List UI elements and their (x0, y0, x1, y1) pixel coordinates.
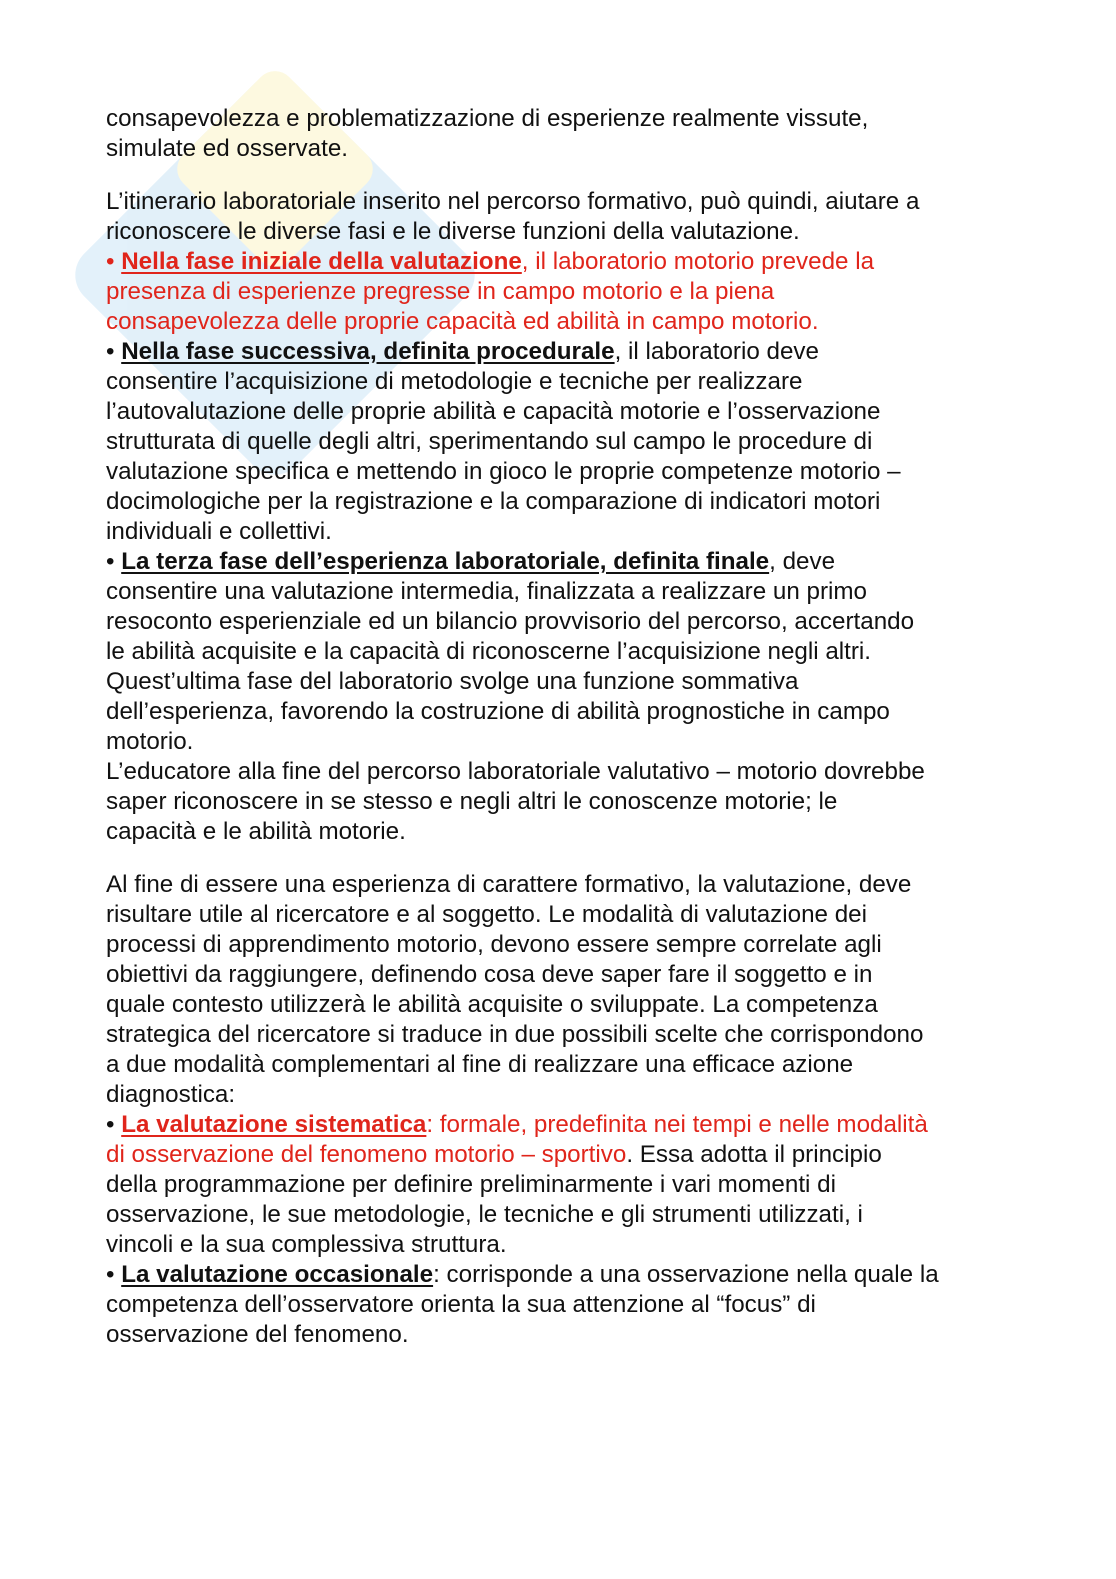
text-run: a due modalità complementari al fine di realizzare una efficace azione (106, 1051, 854, 1078)
text-line (106, 1200, 1066, 1230)
text-run: L’itinerario laboratoriale inserito nel percorso formativo, può quindi, aiutare a (106, 188, 920, 215)
text-run: Al fine di essere una esperienza di carattere formativo, la valutazione, deve (106, 871, 912, 898)
text-run: diagnostica: (106, 1081, 236, 1108)
text-line (106, 1050, 1066, 1080)
text-run: simulate ed osservate. (106, 135, 348, 162)
text-line (106, 607, 1066, 637)
text-line (106, 1020, 1066, 1050)
text-line (106, 1260, 1066, 1290)
text-run: vincoli e la sua complessiva struttura. (106, 1231, 507, 1258)
text-line (106, 217, 1066, 247)
text-run: • (106, 338, 122, 365)
text-line (106, 187, 1066, 217)
text-line (106, 367, 1066, 397)
text-line (106, 337, 1066, 367)
heading-text: Nella fase iniziale della valutazione (121, 248, 522, 275)
document-page (106, 104, 1066, 1373)
heading-text: La valutazione sistematica (121, 1111, 427, 1138)
text-run: individuali e collettivi. (106, 518, 332, 545)
text-run: competenza dell’osservatore orienta la sua attenzione al “focus” di (106, 1291, 816, 1318)
text-run: : corrisponde a una osservazione nella quale la (433, 1261, 939, 1288)
text-line (106, 247, 1066, 277)
text-run: capacità e le abilità motorie. (106, 818, 406, 845)
text-run: processi di apprendimento motorio, devono essere sempre correlate agli (106, 931, 882, 958)
text-line (106, 727, 1066, 757)
text-run: le abilità acquisite e la capacità di riconoscerne l’acquisizione negli altri. (106, 638, 872, 665)
text-run: • (106, 548, 122, 575)
text-run: l’autovalutazione delle proprie abilità e capacità motorie e l’osservazione (106, 398, 881, 425)
text-run: valutazione specifica e mettendo in gioco le proprie competenze motorio – (106, 458, 901, 485)
text-run: • (106, 1261, 122, 1288)
text-line (106, 104, 1066, 134)
text-run: riconoscere le diverse fasi e le diverse funzioni della valutazione. (106, 218, 800, 245)
text-run: osservazione, le sue metodologie, le tecniche e gli strumenti utilizzati, i (106, 1201, 863, 1228)
text-line (106, 277, 1066, 307)
text-line (106, 787, 1066, 817)
text-line (106, 960, 1066, 990)
text-line (106, 1170, 1066, 1200)
text-line (106, 427, 1066, 457)
text-line (106, 637, 1066, 667)
text-line (106, 547, 1066, 577)
text-run: , deve (769, 548, 836, 575)
text-run: L’educatore alla fine del percorso laboratoriale valutativo – motorio dovrebbe (106, 758, 925, 785)
text-run: . Essa adotta il principio (626, 1141, 882, 1168)
paragraph (106, 187, 1066, 847)
text-run: osservazione del fenomeno. (106, 1321, 409, 1348)
text-run: consentire l’acquisizione di metodologie e tecniche per realizzare (106, 368, 803, 395)
text-line (106, 134, 1066, 164)
text-run: consapevolezza e problematizzazione di esperienze realmente vissute, (106, 105, 869, 132)
text-line (106, 307, 1066, 337)
highlighted-text: di osservazione del fenomeno motorio – sportivo (106, 1141, 627, 1168)
text-line (106, 817, 1066, 847)
text-line (106, 1320, 1066, 1350)
text-run: Quest’ultima fase del laboratorio svolge una funzione sommativa (106, 668, 799, 695)
text-run: strategica del ricercatore si traduce in due possibili scelte che corrispondono (106, 1021, 924, 1048)
text-run: resoconto esperienziale ed un bilancio provvisorio del percorso, accertando (106, 608, 915, 635)
text-run: motorio. (106, 728, 194, 755)
text-run: risultare utile al ricercatore e al soggetto. Le modalità di valutazione dei (106, 901, 867, 928)
highlighted-text: presenza di esperienze pregresse in campo motorio e la piena (106, 278, 775, 305)
text-run: , il laboratorio deve (614, 338, 819, 365)
text-line (106, 667, 1066, 697)
highlighted-text: • (106, 248, 122, 275)
heading-text: La terza fase dell’esperienza laboratoriale, definita finale (121, 548, 770, 575)
text-line (106, 517, 1066, 547)
text-run: • (106, 1111, 122, 1138)
heading-text: La valutazione occasionale (121, 1261, 434, 1288)
highlighted-text: : formale, predefinita nei tempi e nelle modalità (426, 1111, 928, 1138)
text-run: della programmazione per definire preliminarmente i vari momenti di (106, 1171, 836, 1198)
text-line (106, 397, 1066, 427)
text-line (106, 1110, 1066, 1140)
text-run: dell’esperienza, favorendo la costruzione di abilità prognostiche in campo (106, 698, 890, 725)
text-run: saper riconoscere in se stesso e negli altri le conoscenze motorie; le (106, 788, 838, 815)
text-run: docimologiche per la registrazione e la comparazione di indicatori motori (106, 488, 881, 515)
text-line (106, 1230, 1066, 1260)
text-run: obiettivi da raggiungere, definendo cosa deve saper fare il soggetto e in (106, 961, 873, 988)
text-line (106, 457, 1066, 487)
text-line (106, 757, 1066, 787)
text-run: consentire una valutazione intermedia, finalizzata a realizzare un primo (106, 578, 867, 605)
text-line (106, 577, 1066, 607)
paragraph (106, 104, 1066, 164)
text-line (106, 697, 1066, 727)
text-line (106, 1290, 1066, 1320)
text-line (106, 990, 1066, 1020)
paragraph (106, 870, 1066, 1350)
text-line (106, 1080, 1066, 1110)
text-line (106, 930, 1066, 960)
text-line (106, 1140, 1066, 1170)
text-line (106, 900, 1066, 930)
highlighted-text: consapevolezza delle proprie capacità ed abilità in campo motorio. (106, 308, 819, 335)
text-line (106, 487, 1066, 517)
text-line (106, 870, 1066, 900)
heading-text: Nella fase successiva, definita procedurale (121, 338, 615, 365)
text-run: quale contesto utilizzerà le abilità acquisite o sviluppate. La competenza (106, 991, 878, 1018)
text-run: strutturata di quelle degli altri, sperimentando sul campo le procedure di (106, 428, 873, 455)
highlighted-text: , il laboratorio motorio prevede la (521, 248, 875, 275)
